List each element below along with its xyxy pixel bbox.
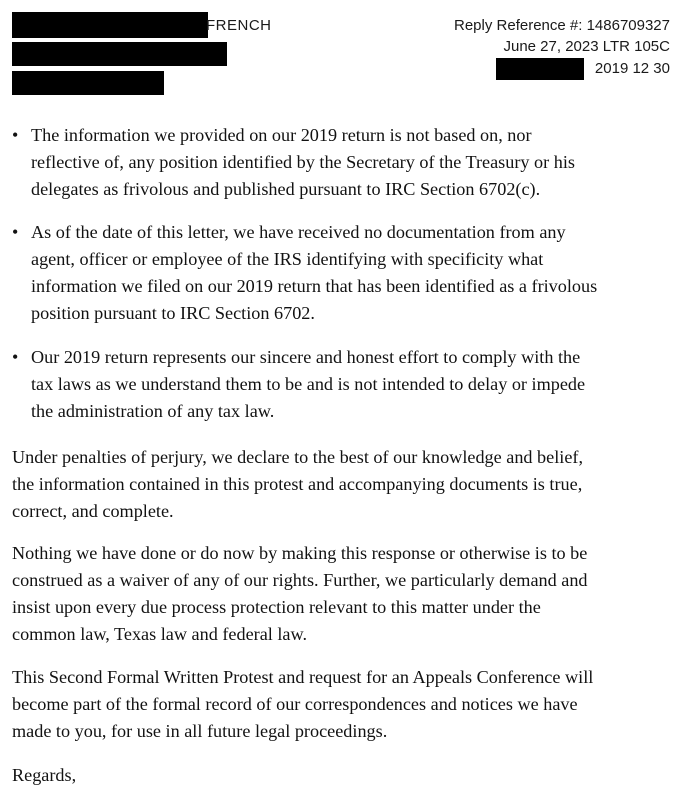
redacted-name-block xyxy=(12,12,208,38)
redacted-address-line-1 xyxy=(12,42,227,66)
reply-reference: Reply Reference #: 1486709327 xyxy=(454,17,670,34)
bullet-dot: • xyxy=(12,222,19,242)
bullet-text: As of the date of this letter, we have received no documentation from any agent, officer or employee of the IRS identifying with specificity what information we filed on our 2019 return that has been identified as a frivolous position pursuant to IRC Section 6702. xyxy=(31,222,598,323)
rights-paragraph: Nothing we have done or do now by making this response or otherwise is to be construed as a waiver of any of our rights. Further, we particularly demand and insist upon every due process protection relevant to this matter under the common law, Texas law and federal law. xyxy=(12,543,588,644)
redacted-address-line-2 xyxy=(12,71,164,95)
bullet-text: The information we provided on our 2019 return is not based on, nor reflective of, any position identified by the Secretary of the Treasury or his delegates as frivolous and published pursuant to IRC Section 6702(c). xyxy=(31,125,575,199)
bullet-dot: • xyxy=(12,125,19,145)
closing: Regards, xyxy=(12,765,77,785)
bullet-text: Our 2019 return represents our sincere and honest effort to comply with the tax laws as we understand them to be and is not intended to delay or impede the administration of any tax law. xyxy=(31,347,586,421)
letter-date-code: June 27, 2023 LTR 105C xyxy=(503,38,670,55)
bullet-dot: • xyxy=(12,347,19,367)
recipient-name-suffix: FRENCH xyxy=(206,17,272,34)
perjury-paragraph: Under penalties of perjury, we declare to the best of our knowledge and belief, the information contained in this protest and accompanying documents is true, correct, and complete. xyxy=(12,447,584,521)
tax-period: 2019 12 30 xyxy=(594,60,670,77)
redacted-reference-block xyxy=(496,58,584,80)
record-paragraph: This Second Formal Written Protest and request for an Appeals Conference will become part of the formal record of our correspondences and notices we have made to you, for use in all future legal proceedings. xyxy=(12,667,594,741)
